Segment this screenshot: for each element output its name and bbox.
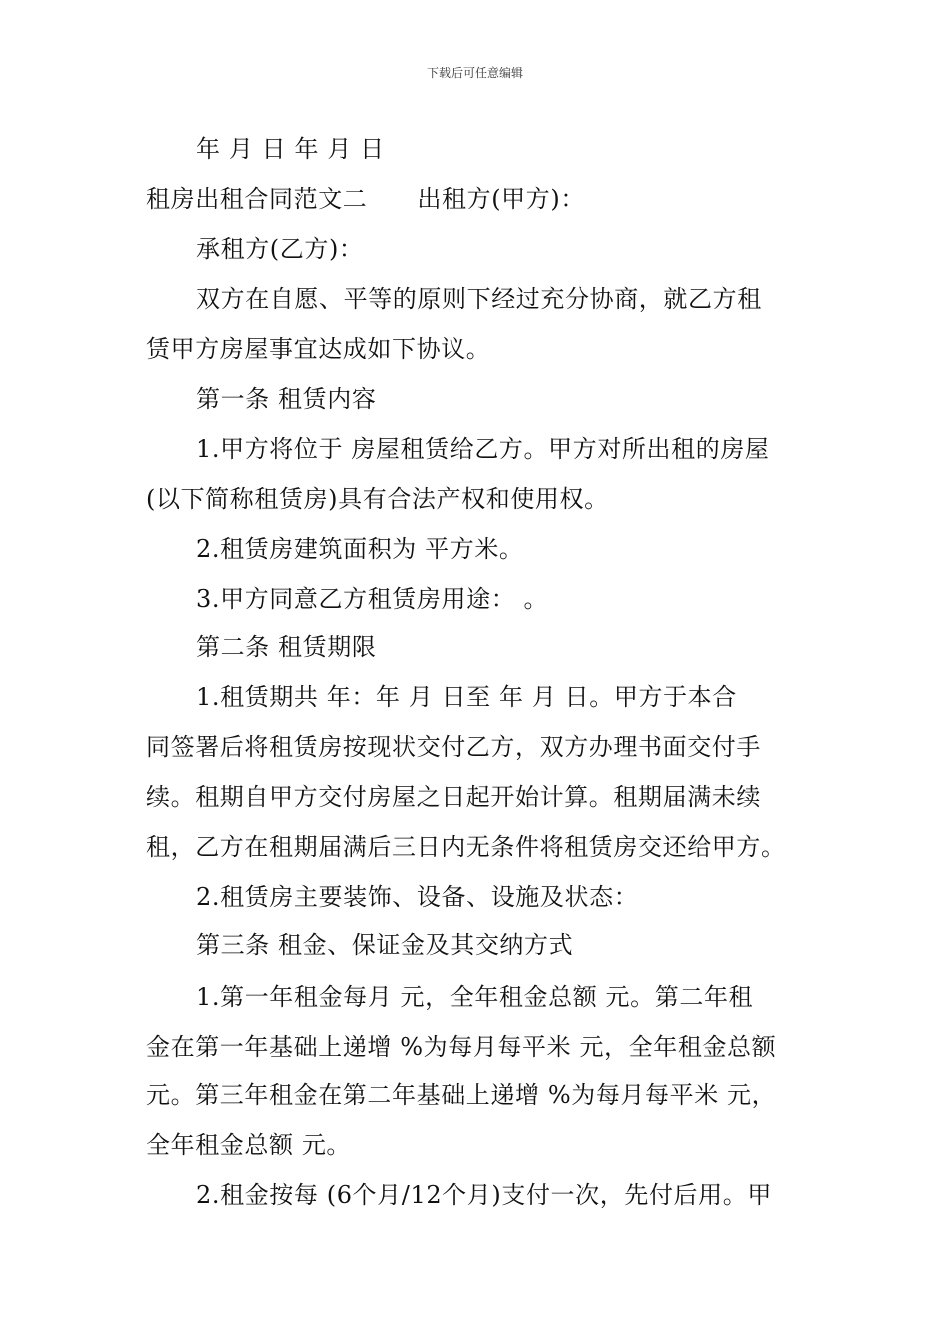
lessee-label: 承租方(乙方)： <box>196 235 364 263</box>
date-line: 年 月 日 年 月 日 <box>196 135 385 163</box>
paragraph-line: 同签署后将租赁房按现状交付乙方，双方办理书面交付手 <box>146 733 761 761</box>
paragraph-line: 1.甲方将位于 房屋租赁给乙方。甲方对所出租的房屋 <box>196 435 770 463</box>
article-heading: 第二条 租赁期限 <box>196 633 377 661</box>
paragraph-line: 双方在自愿、平等的原则下经过充分协商，就乙方租 <box>196 285 762 313</box>
article-heading: 第三条 租金、保证金及其交纳方式 <box>196 931 574 959</box>
paragraph-line: 续。租期自甲方交付房屋之日起开始计算。租期届满未续 <box>146 783 761 811</box>
lessor-label: 出租方(甲方)： <box>417 185 585 213</box>
document-title: 租房出租合同范文二 <box>146 185 368 213</box>
paragraph-line: 1.租赁期共 年：年 月 日至 年 月 日。甲方于本合 <box>196 683 737 711</box>
paragraph-line: 租，乙方在租期届满后三日内无条件将租赁房交还给甲方。 <box>146 833 786 861</box>
paragraph-line: 赁甲方房屋事宜达成如下协议。 <box>146 335 491 363</box>
paragraph-line: 1.第一年租金每月 元，全年租金总额 元。第二年租 <box>196 983 754 1011</box>
paragraph-line: 2.租赁房建筑面积为 平方米。 <box>196 535 524 563</box>
article-heading: 第一条 租赁内容 <box>196 385 377 413</box>
paragraph-line: (以下简称租赁房)具有合法产权和使用权。 <box>146 485 609 513</box>
paragraph-line: 2.租金按每 (6个月/12个月)支付一次，先付后用。甲 <box>196 1181 772 1209</box>
paragraph-line: 全年租金总额 元。 <box>146 1131 352 1159</box>
paragraph-line: 2.租赁房主要装饰、设备、设施及状态： <box>196 883 639 911</box>
paragraph-line: 3.甲方同意乙方租赁房用途： 。 <box>196 585 549 613</box>
paragraph-line: 元。第三年租金在第二年基础上递增 %为每月每平米 元， <box>146 1081 777 1109</box>
page-header: 下载后可任意编辑 <box>426 66 523 80</box>
title-party-line <box>146 184 816 214</box>
paragraph-line: 金在第一年基础上递增 %为每月每平米 元，全年租金总额 <box>146 1033 777 1061</box>
